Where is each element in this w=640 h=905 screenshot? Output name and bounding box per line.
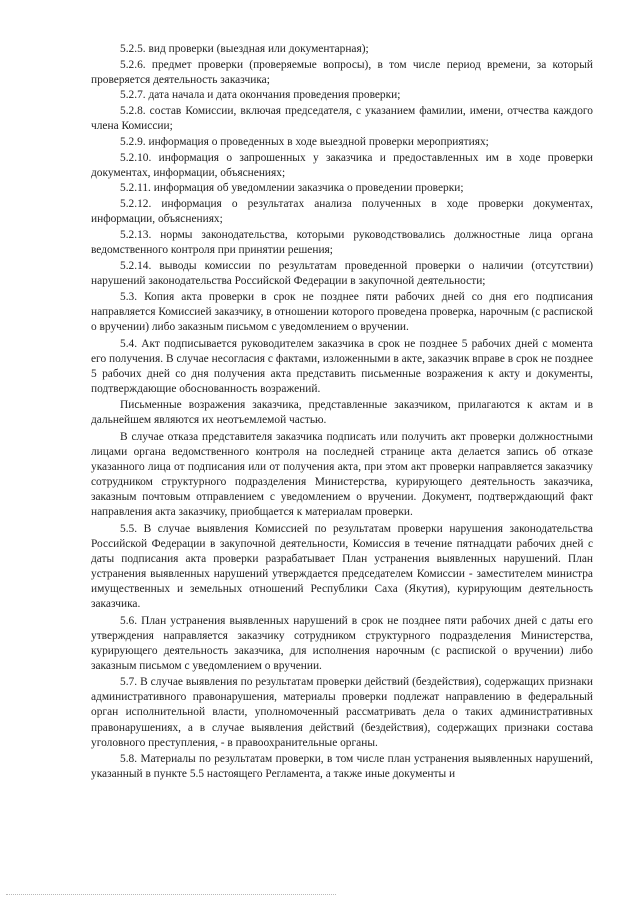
paragraph-5-2-14: 5.2.14. выводы комиссии по результатам проведенной проверки о наличии (отсутствии) нарушений законодательства Российской Федерации в закупочной деятельности; (91, 259, 593, 287)
paragraph-5-2-6: 5.2.6. предмет проверки (проверяемые вопросы), в том числе период времени, за который проверяется деятельность заказчика; (91, 58, 593, 86)
paragraph-5-2-5: 5.2.5. вид проверки (выездная или документарная); (120, 43, 369, 55)
paragraph-5-2-11: 5.2.11. информация об уведомлении заказчика о проведении проверки; (120, 182, 464, 195)
paragraph-refusal: В случае отказа представителя заказчика подписать или получить акт проверки должностными лицами органа ведомственного контроля на последней странице акта делается запись об отказе указанного лица от подписания или от получения акта, при этом акт проверки направляется заказчику сотрудником структурного подразделения Министерства, курирующего деятельность заказчика, заказным почтовым отправлением с уведомлением о вручении. Документ, подтверждающий факт направления акта заказчику, приобщается к материалам проверки. (91, 430, 593, 519)
scan-edge-dotted-line (6, 894, 336, 895)
paragraph-5-3: 5.3. Копия акта проверки в срок не позднее пяти рабочих дней со дня его подписания направляется Комиссией заказчику, в отношении которого проведена проверка, нарочным (с распиской о вручении) либо заказным письмом с уведомлением о вручении. (91, 291, 593, 334)
document-page (91, 42, 593, 784)
paragraph-5-4: 5.4. Акт подписывается руководителем заказчика в срок не позднее 5 рабочих дней с момента его получения. В случае несогласия с фактами, изложенными в акте, заказчик вправе в срок не позднее 5 рабочих дней со дня получения акта представить письменные возражения к акту и документы, подтверждающие обоснованность возражений. (91, 337, 593, 395)
paragraph-5-8: 5.8. Материалы по результатам проверки, в том числе план устранения выявленных нарушений, указанный в пункте 5.5 настоящего Регламента, а также иные документы и (91, 753, 593, 781)
paragraph-5-2-7: 5.2.7. дата начала и дата окончания проведения проверки; (120, 89, 401, 102)
paragraph-objections: Письменные возражения заказчика, представленные заказчиком, прилагаются к актам и в дальнейшем являются их неотъемлемой частью. (91, 399, 593, 427)
paragraph-5-2-13: 5.2.13. нормы законодательства, которыми руководствовались должностные лица органа ведомственного контроля при принятии решения; (91, 228, 593, 256)
paragraph-5-2-12: 5.2.12. информация о результатах анализа полученных в ходе проверки документах, информации, объяснениях; (91, 198, 593, 226)
paragraph-5-2-9: 5.2.9. информация о проведенных в ходе выездной проверки мероприятиях; (120, 135, 489, 148)
paragraph-5-6: 5.6. План устранения выявленных нарушений в срок не позднее пяти рабочих дней с даты его утверждения направляется заказчику сотрудником структурного подразделения Министерства, курирующего деятельность заказчика, для исполнения нарочным (с распиской о вручении) либо заказным письмом с уведомлением о вручении. (91, 614, 593, 672)
paragraph-5-7: 5.7. В случае выявления по результатам проверки действий (бездействия), содержащих признаки административного правонарушения, материалы проверки подлежат направлению в федеральный орган исполнительной власти, уполномоченный рассматривать дела о таких административных правонарушениях, а в случае выявления действий (бездействия), содержащих признаки состава уголовного преступления, - в правоохранительные органы. (91, 676, 593, 749)
paragraph-5-2-10: 5.2.10. информация о запрошенных у заказчика и предоставленных им в ходе проверки документах, информации, объяснениях; (91, 151, 593, 179)
paragraph-5-5: 5.5. В случае выявления Комиссией по результатам проверки нарушения законодательства Российской Федерации в закупочной деятельности, Комиссия в течение пятнадцати рабочих дней с даты подписания акта проверки разрабатывает План устранения выявленных нарушений. План устранения выявленных нарушений утверждается председателем Комиссии - заместителем министра имущественных и земельных отношений Республики Саха (Якутия), курирующим деятельность заказчика. (91, 522, 593, 611)
paragraph-5-2-8: 5.2.8. состав Комиссии, включая председателя, с указанием фамилии, имени, отчества каждого члена Комиссии; (91, 105, 593, 133)
